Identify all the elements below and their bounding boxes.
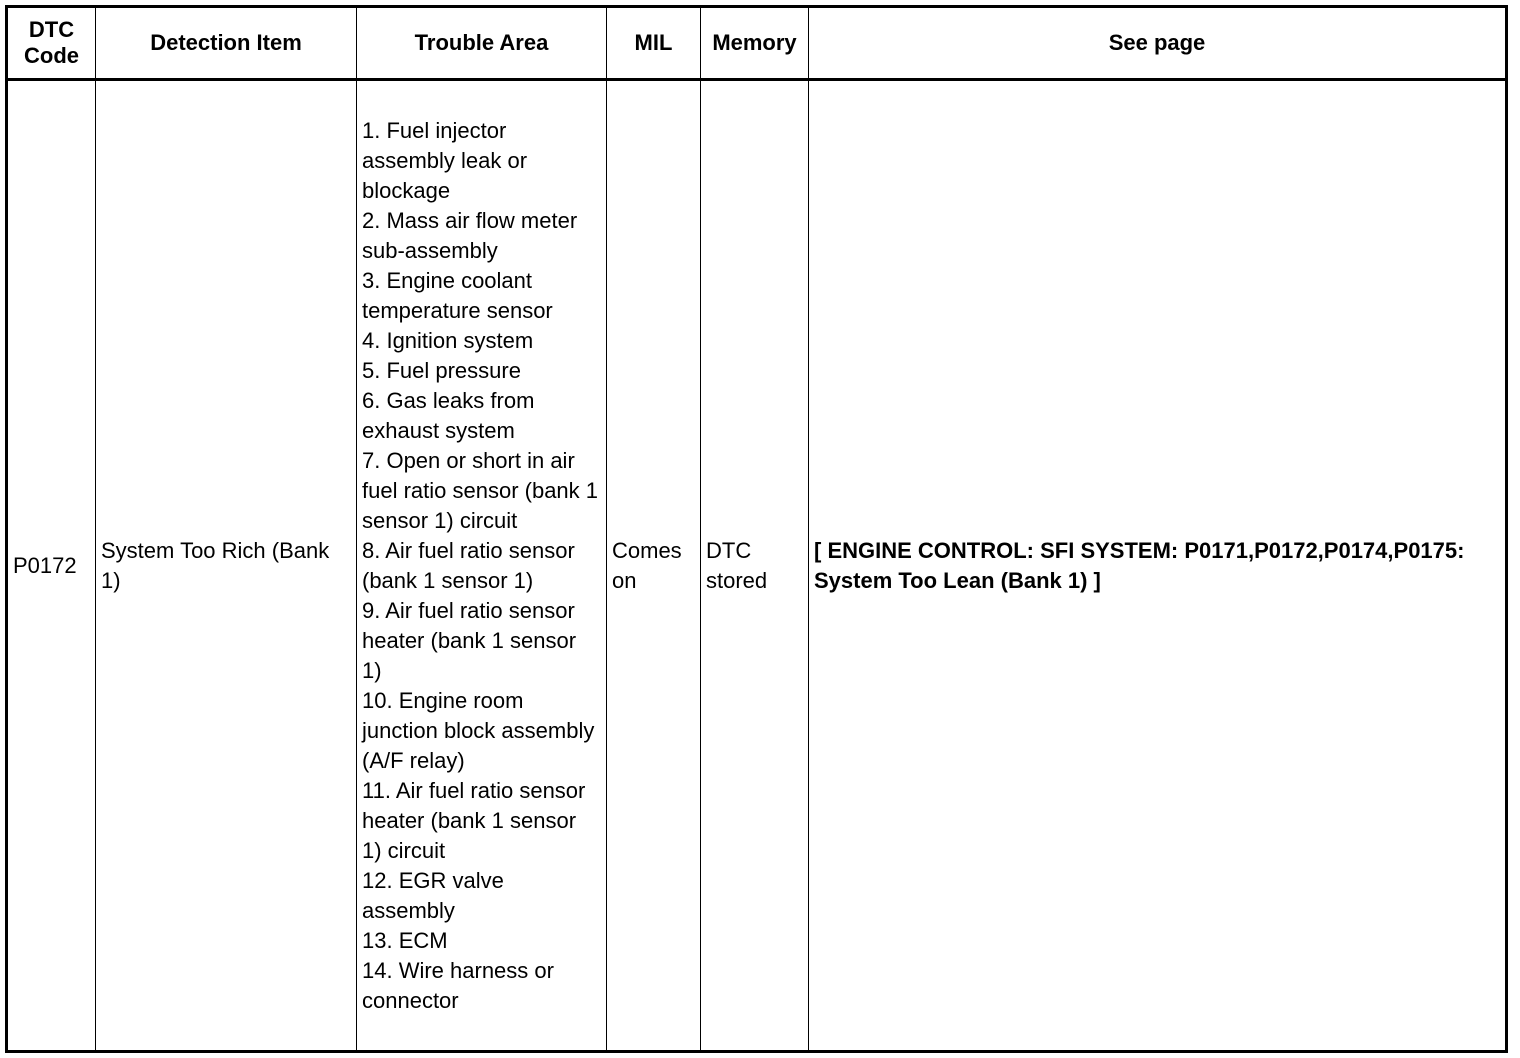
- header-row: [7, 7, 1507, 80]
- trouble-area-item: 13. ECM: [362, 927, 448, 953]
- see-page-link[interactable]: [ ENGINE CONTROL: SFI SYSTEM: P0171,P0172,P0174,P0175: System Too Lean (Bank 1) ]: [809, 80, 1507, 1052]
- trouble-area-item: 12. EGR valve assembly: [362, 867, 504, 923]
- trouble-area-item: 3. Engine coolant temperature sensor: [362, 267, 553, 323]
- cell-dtc-code: P0172: [7, 80, 96, 1052]
- header-detection-item: Detection Item: [96, 7, 357, 80]
- trouble-area-item: 7. Open or short in air fuel ratio sensor (bank 1 sensor 1) circuit: [362, 447, 599, 533]
- cell-mil: Comes on: [607, 80, 701, 1052]
- trouble-area-item: 14. Wire harness or connector: [362, 957, 554, 1013]
- table-row: [7, 80, 1507, 1052]
- trouble-area-item: 6. Gas leaks from exhaust system: [362, 387, 535, 443]
- trouble-area-item: 4. Ignition system: [362, 327, 534, 353]
- cell-trouble-area: [357, 80, 607, 1052]
- header-memory: Memory: [701, 7, 809, 80]
- trouble-area-item: 11. Air fuel ratio sensor heater (bank 1 sensor 1) circuit: [362, 777, 586, 863]
- header-dtc-code-line1: DTC: [28, 17, 75, 42]
- dtc-table: [5, 5, 1508, 1053]
- trouble-area-item: 10. Engine room junction block assembly (A/F relay): [362, 687, 595, 773]
- header-trouble-area: Trouble Area: [357, 7, 607, 80]
- header-dtc-code: [7, 7, 96, 80]
- trouble-area-item: 1. Fuel injector assembly leak or blockage: [362, 117, 528, 203]
- header-see-page: See page: [809, 7, 1507, 80]
- trouble-area-item: 8. Air fuel ratio sensor (bank 1 sensor 1): [362, 537, 575, 593]
- header-mil: MIL: [607, 7, 701, 80]
- header-dtc-code-line2: Code: [24, 43, 79, 68]
- trouble-area-item: 9. Air fuel ratio sensor heater (bank 1 sensor 1): [362, 597, 577, 683]
- trouble-area-item: 2. Mass air flow meter sub-assembly: [362, 207, 578, 263]
- cell-detection-item: System Too Rich (Bank 1): [96, 80, 357, 1052]
- cell-memory: DTC stored: [701, 80, 809, 1052]
- trouble-area-item: 5. Fuel pressure: [362, 357, 521, 383]
